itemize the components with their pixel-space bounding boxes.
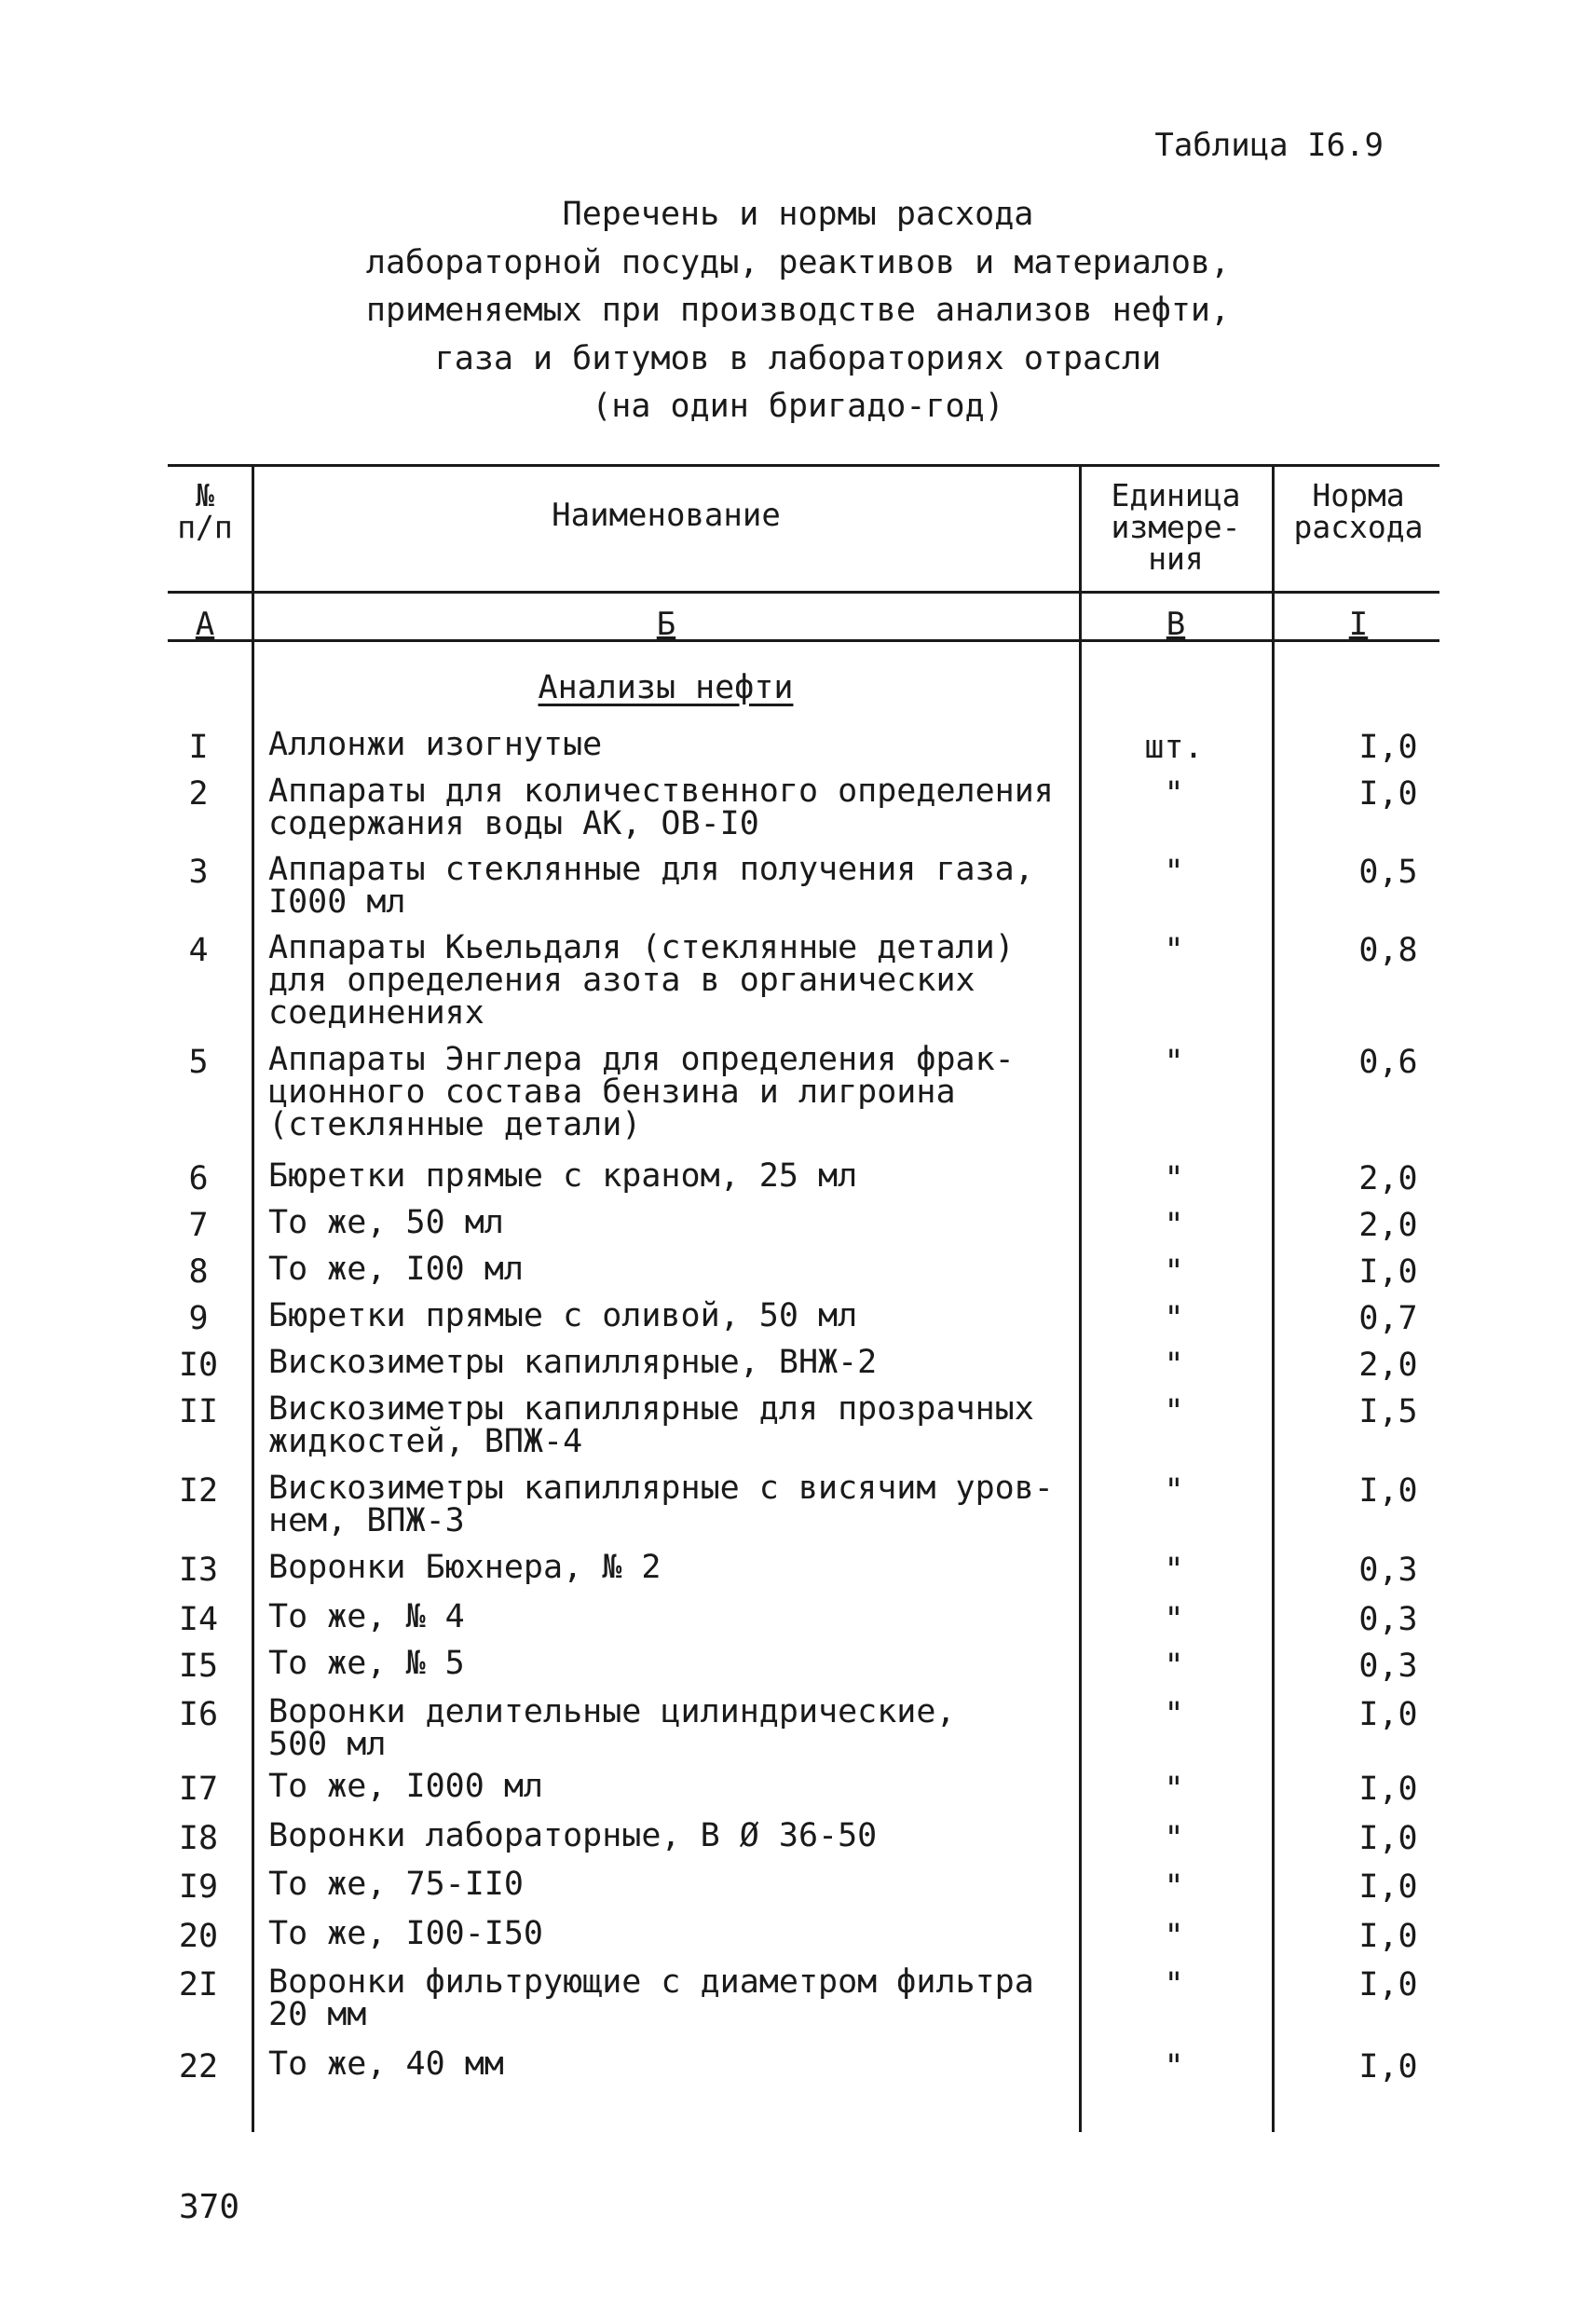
row-unit: " (1164, 1820, 1184, 1857)
table-title (0, 191, 1596, 431)
row-number: I9 (178, 1868, 219, 1906)
column-divider (1272, 464, 1275, 2132)
row-norm: 0,3 (1358, 1601, 1418, 1638)
row-name (268, 2045, 504, 2083)
column-letter: В (1166, 606, 1186, 643)
row-name-line: Бюретки прямые с оливой, 50 мл (268, 1297, 858, 1334)
row-name (268, 726, 603, 763)
row-name-line: содержания воды АК, ОВ-I0 (268, 805, 759, 842)
row-unit: шт. (1144, 729, 1204, 766)
row-number: I5 (178, 1648, 219, 1685)
row-number: 2I (178, 1966, 219, 2003)
row-unit: " (1164, 1472, 1184, 1510)
row-name-line: I000 мл (268, 883, 406, 921)
row-unit: " (1164, 1648, 1184, 1685)
row-name-line: То же, 75-II0 (268, 1866, 524, 1903)
row-unit: " (1164, 1044, 1184, 1081)
section-title: Анализы нефти (538, 669, 794, 706)
row-number: 5 (188, 1044, 209, 1081)
row-norm: 0,8 (1358, 932, 1418, 969)
row-name-line: То же, № 5 (268, 1645, 465, 1682)
row-name-line: 20 мм (268, 1996, 367, 2033)
row-name-line: Аппараты для количественного определения (268, 773, 1054, 810)
row-name-line: ционного состава бензина и лигроина (268, 1073, 956, 1111)
header-unit (1081, 477, 1271, 577)
row-name-line: Воронки лабораторные, В Ø 36-50 (268, 1817, 878, 1854)
row-norm: 2,0 (1358, 1207, 1418, 1244)
row-name-line: нем, ВПЖ-3 (268, 1502, 465, 1539)
row-norm: 2,0 (1358, 1160, 1418, 1197)
row-name-line: Аппараты стеклянные для получения газа, (268, 851, 1034, 888)
row-unit: " (1164, 1347, 1184, 1384)
row-norm: I,0 (1358, 1771, 1418, 1808)
row-name (268, 1472, 1054, 1538)
row-number: I6 (178, 1696, 219, 1733)
header-number-line: п/п (177, 509, 233, 545)
row-norm: I,5 (1358, 1393, 1418, 1430)
row-number: I2 (178, 1472, 219, 1510)
row-name (268, 1204, 504, 1241)
row-name (268, 1041, 1015, 1143)
row-name (268, 1344, 878, 1381)
row-unit: " (1164, 775, 1184, 813)
table-top-rule (168, 464, 1439, 467)
row-number: 3 (188, 854, 209, 891)
row-name-line: 500 мл (268, 1726, 387, 1763)
column-letter: А (195, 606, 215, 643)
row-name-line: жидкостей, ВПЖ-4 (268, 1423, 583, 1460)
row-name (268, 775, 1054, 841)
row-norm: I,0 (1358, 1868, 1418, 1906)
row-name (268, 1915, 544, 1952)
row-name-line: Воронки делительные цилиндрические, (268, 1693, 956, 1730)
header-unit-line: измере- (1111, 509, 1241, 545)
page-number: 370 (179, 2188, 240, 2226)
title-line: (на один бригадо-год) (592, 388, 1004, 425)
row-unit: " (1164, 1207, 1184, 1244)
row-number: 7 (188, 1207, 209, 1244)
row-unit: " (1164, 854, 1184, 891)
row-unit: " (1164, 932, 1184, 969)
row-unit: " (1164, 1300, 1184, 1337)
row-name-line: То же, I000 мл (268, 1768, 544, 1805)
table-label: Таблица I6.9 (1154, 127, 1384, 164)
row-unit: " (1164, 1918, 1184, 1955)
row-name (268, 1390, 1034, 1460)
row-name-line: Аппараты Энглера для определения фрак- (268, 1041, 1015, 1078)
title-line: газа и битумов в лабораториях отрасли (434, 339, 1162, 377)
row-name (268, 1157, 858, 1195)
row-name-line: для определения азота в органических (268, 962, 975, 999)
row-number: I0 (178, 1347, 219, 1384)
row-name-line: (стеклянные детали) (268, 1106, 642, 1143)
row-unit: " (1164, 1552, 1184, 1589)
row-number: 2 (188, 775, 209, 813)
header-name: Наименование (552, 497, 781, 534)
header-number-line: № (196, 477, 214, 513)
row-norm: 0,7 (1358, 1300, 1418, 1337)
row-name-line: Воронки Бюхнера, № 2 (268, 1549, 662, 1586)
header-norm (1275, 477, 1442, 545)
row-unit: " (1164, 1696, 1184, 1733)
row-unit: " (1164, 2048, 1184, 2085)
row-name-line: Бюретки прямые с краном, 25 мл (268, 1157, 858, 1195)
row-name (268, 1693, 956, 1763)
row-name-line: соединениях (268, 994, 484, 1032)
row-name (268, 929, 1015, 1032)
row-norm: I,0 (1358, 2048, 1418, 2085)
title-line: лабораторной посуды, реактивов и материалов, (365, 243, 1231, 281)
row-name-line: То же, 50 мл (268, 1204, 504, 1241)
row-norm: I,0 (1358, 1966, 1418, 2003)
row-norm: 2,0 (1358, 1347, 1418, 1384)
row-name-line: Вискозиметры капиллярные для прозрачных (268, 1390, 1034, 1428)
row-name (268, 1868, 524, 1901)
row-number: I3 (178, 1552, 219, 1589)
row-unit: " (1164, 1771, 1184, 1808)
header-unit-line: ния (1148, 540, 1204, 577)
header-norm-line: Норма (1312, 477, 1405, 513)
row-name (268, 1963, 1034, 2033)
row-number: 20 (178, 1918, 219, 1955)
row-number: I8 (178, 1820, 219, 1857)
row-norm: 0,6 (1358, 1044, 1418, 1081)
row-unit: " (1164, 1966, 1184, 2003)
row-name-line: Аллонжи изогнутые (268, 726, 603, 763)
row-number: 9 (188, 1300, 209, 1337)
row-name (268, 1253, 524, 1286)
row-norm: I,0 (1358, 775, 1418, 813)
header-number (163, 477, 247, 545)
row-number: 22 (178, 2048, 219, 2085)
row-norm: I,0 (1358, 1820, 1418, 1857)
row-name (268, 1549, 662, 1586)
row-name-line: То же, 40 мм (268, 2045, 504, 2083)
title-line: применяемых при производстве анализов нефти, (365, 292, 1231, 329)
row-norm: 0,3 (1358, 1552, 1418, 1589)
row-number: I (188, 729, 209, 766)
row-number: II (178, 1393, 219, 1430)
row-name (268, 1645, 465, 1682)
header-bottom-rule (168, 591, 1439, 594)
row-name-line: То же, I00 мл (268, 1251, 524, 1288)
row-norm: I,0 (1358, 729, 1418, 766)
row-unit: " (1164, 1601, 1184, 1638)
row-number: 6 (188, 1160, 209, 1197)
row-number: 8 (188, 1253, 209, 1291)
column-divider (252, 464, 254, 2132)
row-norm: I,0 (1358, 1696, 1418, 1733)
row-name (268, 1817, 878, 1854)
row-name-line: Аппараты Кьельдаля (стеклянные детали) (268, 929, 1015, 966)
header-norm-line: расхода (1293, 509, 1424, 545)
row-name-line: Вискозиметры капиллярные, ВНЖ-2 (268, 1344, 878, 1381)
title-line: Перечень и нормы расхода (562, 196, 1034, 233)
row-name (268, 851, 1034, 921)
row-norm: 0,3 (1358, 1648, 1418, 1685)
row-norm: I,0 (1358, 1918, 1418, 1955)
row-name-line: Вискозиметры капиллярные с висячим уров- (268, 1470, 1054, 1507)
row-name (268, 1768, 544, 1805)
row-name-line: Воронки фильтрующие с диаметром фильтра (268, 1963, 1034, 2001)
row-name (268, 1297, 858, 1334)
row-norm: I,0 (1358, 1253, 1418, 1291)
row-norm: I,0 (1358, 1472, 1418, 1510)
row-unit: " (1164, 1160, 1184, 1197)
row-unit: " (1164, 1868, 1184, 1906)
column-letter: Б (656, 606, 676, 643)
column-letter: I (1348, 606, 1369, 643)
row-name-line: То же, I00-I50 (268, 1915, 544, 1952)
row-name-line: То же, № 4 (268, 1598, 465, 1635)
row-number: I7 (178, 1771, 219, 1808)
row-number: I4 (178, 1601, 219, 1638)
row-norm: 0,5 (1358, 854, 1418, 891)
row-unit: " (1164, 1393, 1184, 1430)
row-number: 4 (188, 932, 209, 969)
row-unit: " (1164, 1253, 1184, 1291)
row-name (268, 1598, 465, 1635)
header-unit-line: Единица (1111, 477, 1241, 513)
